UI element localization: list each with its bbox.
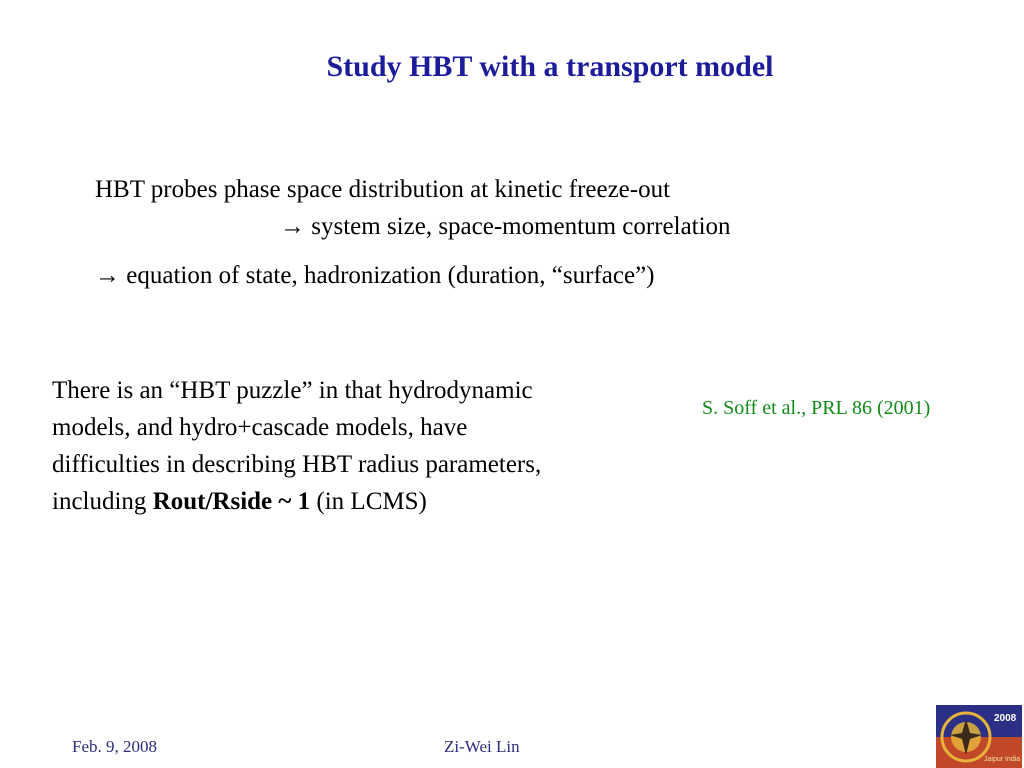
rout-rside-ratio: Rout/Rside ~ 1	[152, 488, 311, 515]
logo-year: 2008	[994, 713, 1017, 724]
footer-author: Zi-Wei Lin	[444, 737, 520, 756]
puzzle-row-4	[52, 483, 692, 520]
puzzle-row-1: There is an “HBT puzzle” in that hydrodynamic	[52, 377, 533, 404]
bullet-line-equation-of-state: → equation of state, hadronization (duration, “surface”)	[95, 262, 655, 289]
footer-date: Feb. 9, 2008	[72, 737, 157, 756]
citation-reference: S. Soff et al., PRL 86 (2001)	[702, 397, 931, 419]
puzzle-row-4-prefix: including	[52, 488, 153, 515]
conference-logo	[936, 705, 1022, 768]
logo-place: Jaipur India	[984, 756, 1021, 763]
puzzle-row-3: difficulties in describing HBT radius parameters,	[52, 451, 542, 478]
hbt-puzzle-paragraph	[52, 372, 692, 520]
slide-title: Study HBT with a transport model	[326, 50, 774, 83]
bullet-line-hbt-probes: HBT probes phase space distribution at kinetic freeze-out	[95, 176, 671, 203]
puzzle-row-4-suffix: (in LCMS)	[310, 488, 427, 515]
bullet-line-system-size: → system size, space-momentum correlation	[280, 213, 731, 240]
puzzle-row-2: models, and hydro+cascade models, have	[52, 414, 468, 441]
